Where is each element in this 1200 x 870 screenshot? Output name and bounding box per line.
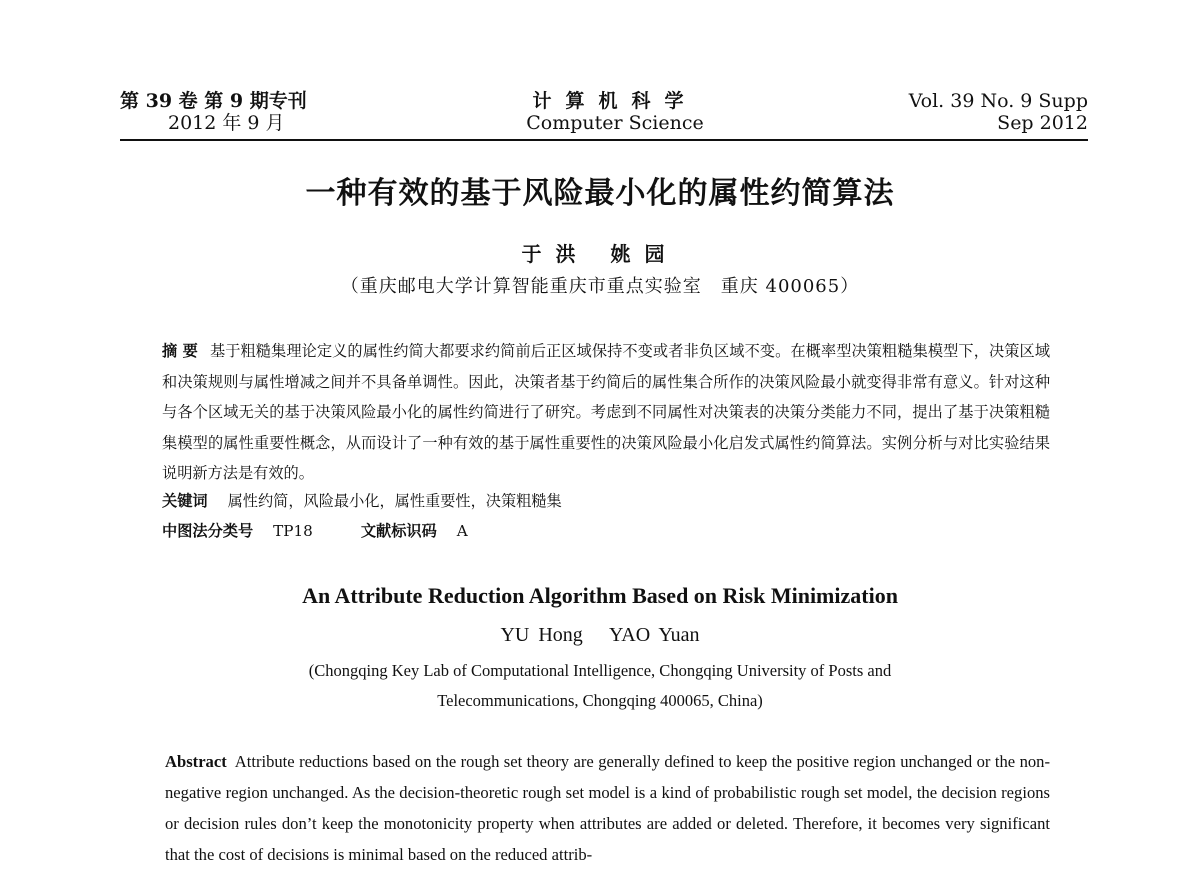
abstract-cn-label: 摘 要 xyxy=(162,342,198,360)
clc-label: 中图法分类号 xyxy=(162,522,254,540)
authors-en: YU Hong YAO Yuan xyxy=(500,624,700,646)
journal-issue-info-en xyxy=(909,90,1088,134)
abstract-en-text: Attribute reductions based on the rough set theory are generally defined to keep the positive region unchanged or the non-negative region unchanged. As the decision-theoretic rough set model is a kind of probabilistic rough set model, the decision regions or decision rules don’t keep the monotonicity property when attributes are added or deleted. Therefore, it becomes very significant that the cost of decisions is minimal based on the reduced attrib- xyxy=(165,752,1050,864)
journal-name xyxy=(500,90,730,134)
abstract-cn-text: 基于粗糙集理论定义的属性约简大都要求约简前后正区域保持不变或者非负区域不变。在概率型决策粗糙集模型下，决策区域和决策规则与属性增减之间并不具备单调性。因此，决策者基于约简后的属性集合所作的决策风险最小就变得非常有意义。针对这种与各个区域无关的基于决策风险最小化的属性约简进行了研究。考虑到不同属性对决策表的决策分类能力不同，提出了基于决策粗糙集模型的属性重要性概念，从而设计了一种有效的基于属性重要性的决策风险最小化启发式属性约简算法。实例分析与对比实验结果说明新方法是有效的。 xyxy=(162,342,1051,482)
header-rule xyxy=(120,139,1088,141)
date-en: Sep 2012 xyxy=(997,112,1088,134)
volume-issue-en: Vol. 39 No. 9 Supp xyxy=(908,90,1088,112)
abstract-en-label: Abstract xyxy=(165,752,227,771)
affiliation-cn: （重庆邮电大学计算智能重庆市重点实验室 重庆 400065） xyxy=(340,276,860,297)
doc-code-value: A xyxy=(456,522,468,540)
journal-name-en: Computer Science xyxy=(526,112,704,134)
journal-issue-info xyxy=(120,90,307,134)
abstract-en xyxy=(165,746,1050,870)
keywords-text: 属性约简，风险最小化，属性重要性，决策粗糙集 xyxy=(227,492,562,510)
keywords-cn xyxy=(162,490,562,511)
doc-code-label: 文献标识码 xyxy=(360,522,437,540)
affiliation-en-line1: (Chongqing Key Lab of Computational Intelligence, Chongqing University of Posts and xyxy=(308,661,892,680)
volume-issue-cn: 第 39 卷 第 9 期专刊 xyxy=(120,90,307,112)
clc-value: TP18 xyxy=(273,522,313,540)
paper-title-cn: 一种有效的基于风险最小化的属性约简算法 xyxy=(305,176,895,211)
keywords-label: 关键词 xyxy=(162,492,208,510)
paper-title-en: An Attribute Reduction Algorithm Based on Risk Minimization xyxy=(302,583,898,608)
running-header xyxy=(120,90,1088,138)
journal-name-cn: 计算机科学 xyxy=(532,90,698,112)
abstract-cn xyxy=(162,336,1050,489)
classification-line xyxy=(162,520,468,541)
authors-cn: 于洪 姚园 xyxy=(521,242,679,266)
date-cn: 2012 年 9 月 xyxy=(168,112,285,134)
affiliation-en xyxy=(0,656,1200,716)
affiliation-en-line2: Telecommunications, Chongqing 400065, China) xyxy=(437,691,763,710)
